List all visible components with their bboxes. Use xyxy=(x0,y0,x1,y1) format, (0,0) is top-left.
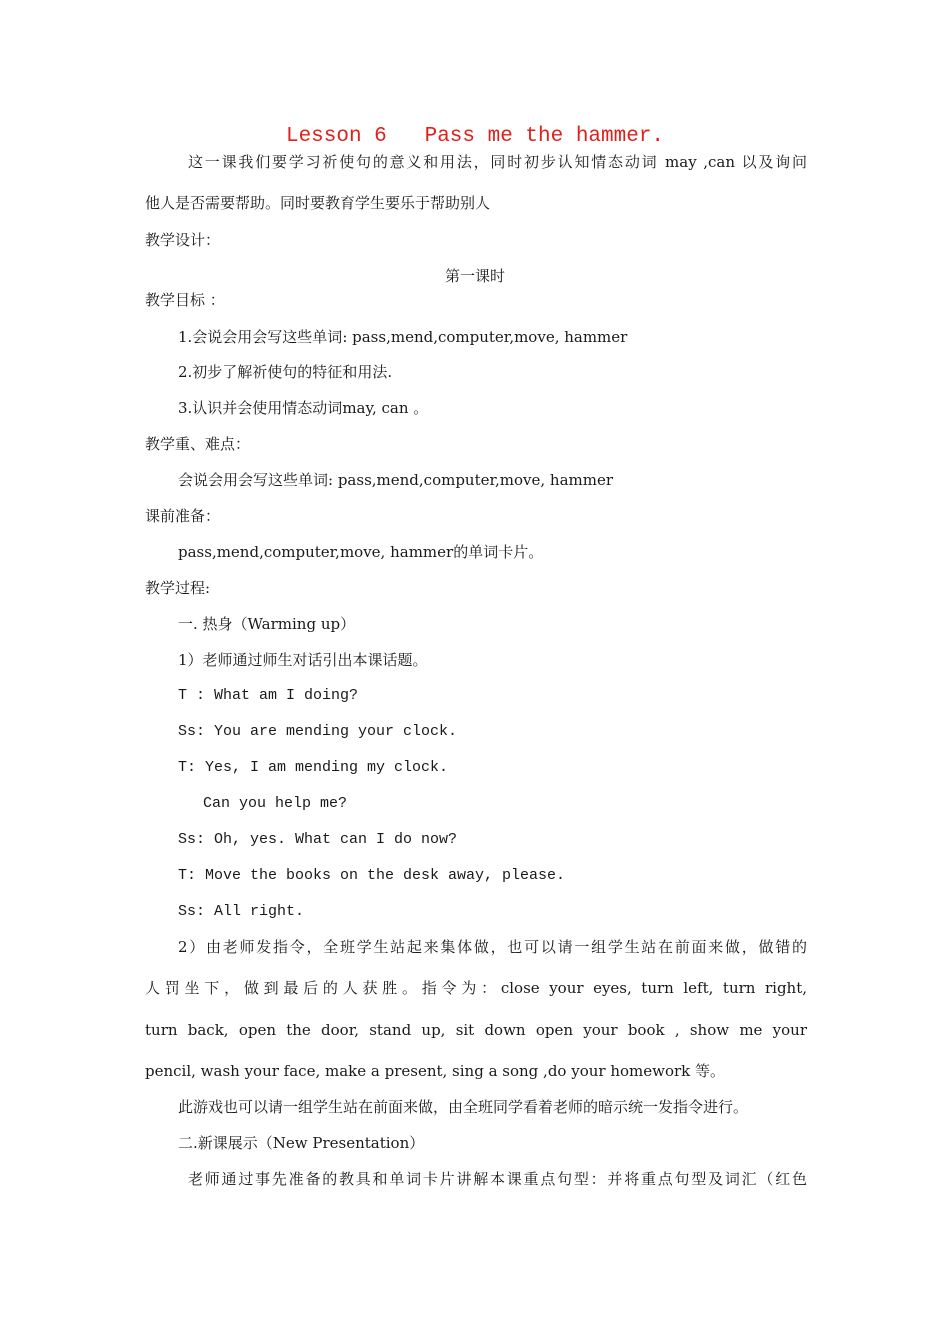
game-line-1: 2）由老师发指令，全班学生站起来集体做，也可以请一组学生站在前面来做，做错的 xyxy=(178,938,807,956)
game-line-3: turn back, open the door, stand up, sit down open your book , show me your xyxy=(145,1021,807,1039)
intro-line-2: 他人是否需要帮助。同时要教育学生要乐于帮助别人 xyxy=(145,194,491,212)
goal-item-3: 3.认识并会使用情态动词may, can 。 xyxy=(178,399,429,417)
game-line-2: 人罚坐下，做到最后的人获胜。指令为：close your eyes, turn left, turn right, xyxy=(145,979,807,997)
design-heading: 教学设计： xyxy=(145,231,221,249)
period-heading: 第一课时 xyxy=(444,267,505,285)
goal-item-2: 2.初步了解祈使句的特征和用法. xyxy=(178,363,393,381)
dialog-line-6: T: Move the books on the desk away, please. xyxy=(178,867,566,884)
intro-line-1: 这一课我们要学习祈使句的意义和用法，同时初步认知情态动词 may ,can 以及询问 xyxy=(188,153,807,171)
dialog-line-5: Ss: Oh, yes. What can I do now? xyxy=(178,831,458,848)
dialog-line-3: T: Yes, I am mending my clock. xyxy=(178,759,449,776)
prep-heading: 课前准备： xyxy=(145,507,221,525)
keypoints-text: 会说会用会写这些单词: pass,mend,computer,move, hammer xyxy=(178,471,614,489)
presentation-line-1: 老师通过事先准备的教具和单词卡片讲解本课重点句型：并将重点句型及词汇（红色 xyxy=(188,1170,807,1188)
game-line-5: 此游戏也可以请一组学生站在前面来做，由全班同学看着老师的暗示统一发指令进行。 xyxy=(178,1098,749,1116)
warmup-heading: 一. 热身（Warming up） xyxy=(178,615,356,633)
game-line-4: pencil, wash your face, make a present, sing a song ,do your homework 等。 xyxy=(145,1062,726,1080)
goal-item-1: 1.会说会用会写这些单词: pass,mend,computer,move, hammer xyxy=(178,328,628,346)
lesson-title: Lesson 6 Pass me the hammer. xyxy=(285,125,665,148)
dialog-line-7: Ss: All right. xyxy=(178,903,305,920)
dialog-line-2: Ss: You are mending your clock. xyxy=(178,723,458,740)
goals-heading: 教学目标 ： xyxy=(145,291,225,309)
warmup-step-1: 1）老师通过师生对话引出本课话题。 xyxy=(178,651,428,669)
dialog-line-4: Can you help me? xyxy=(203,795,348,812)
keypoints-heading: 教学重、难点： xyxy=(145,435,251,453)
prep-text: pass,mend,computer,move, hammer的单词卡片。 xyxy=(178,543,544,561)
presentation-heading: 二.新课展示（New Presentation） xyxy=(178,1134,425,1152)
process-heading: 教学过程: xyxy=(145,579,211,597)
dialog-line-1: T : What am I doing? xyxy=(178,687,359,704)
